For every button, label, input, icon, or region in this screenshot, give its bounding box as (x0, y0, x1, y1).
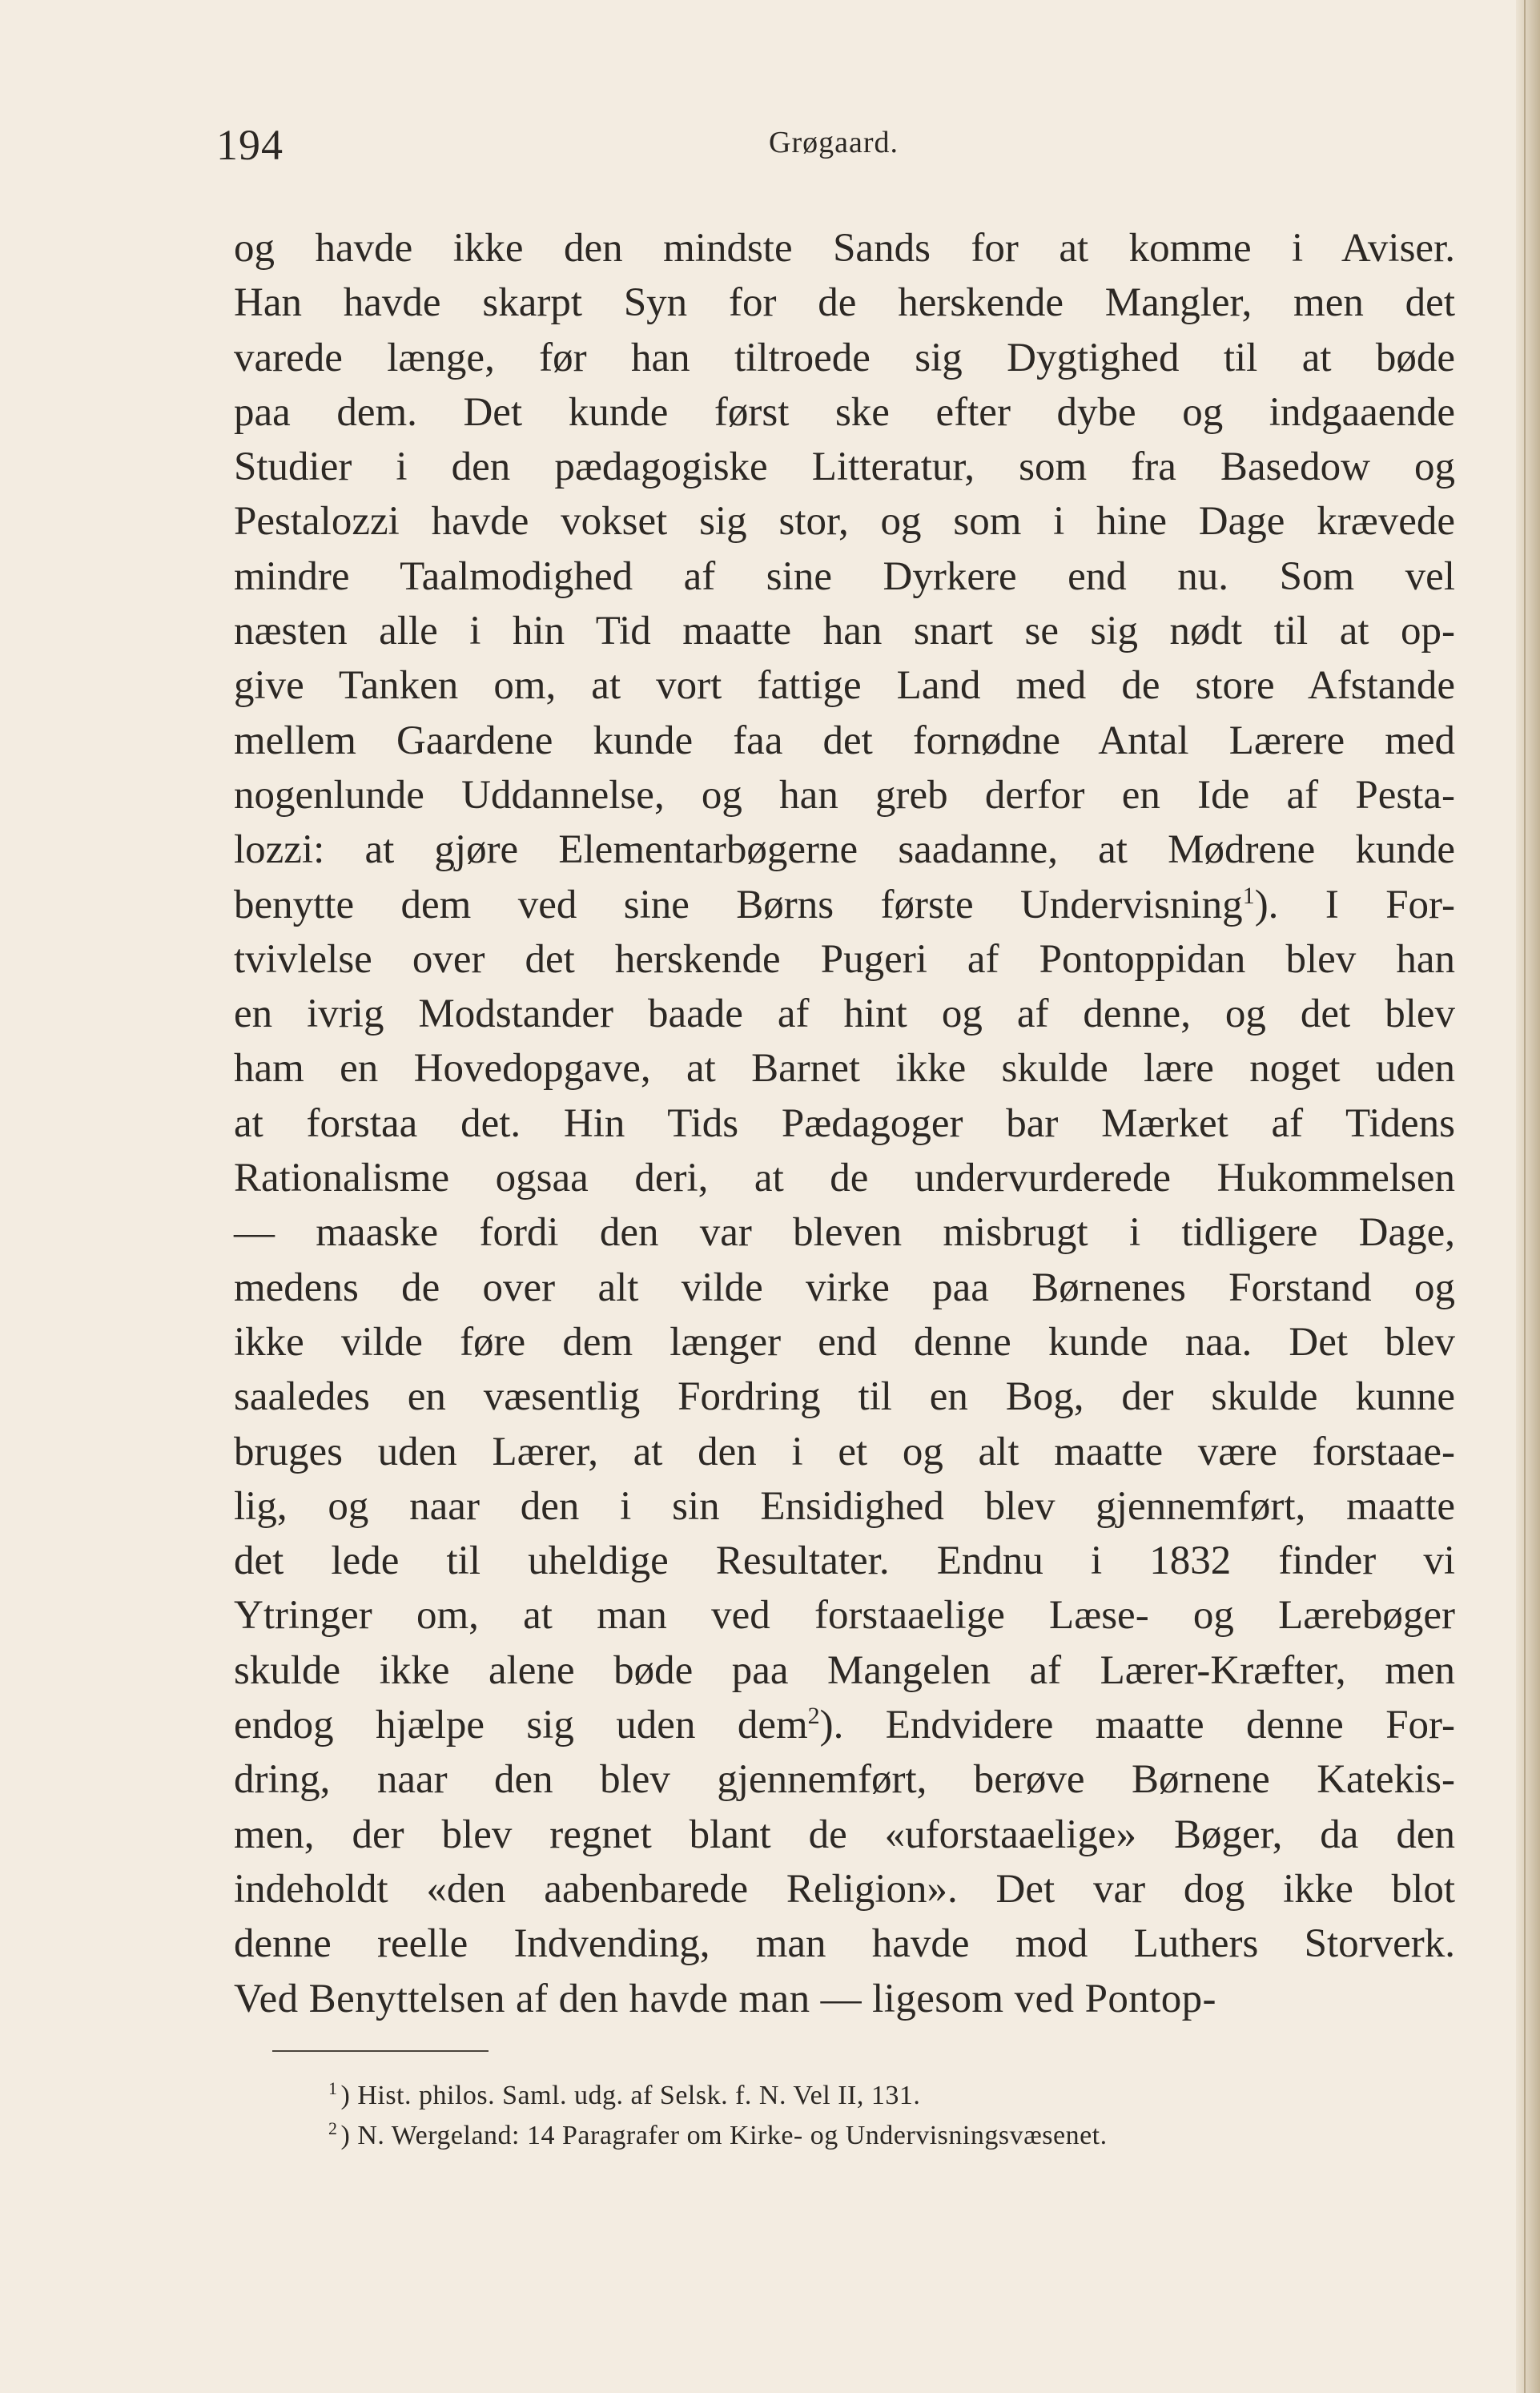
text-line: give Tanken om, at vort fattige Land med de store Afstande (234, 663, 1455, 709)
text-line: en ivrig Modstander baade af hint og af denne, og det blev (234, 991, 1455, 1037)
text-line: lig, og naar den i sin Ensidighed blev gjennemført, maatte (234, 1483, 1455, 1529)
line-text: benytte dem ved sine Børns første Undervisning (234, 882, 1243, 927)
text-line: og havde ikke den mindste Sands for at komme i Aviser. (234, 226, 1455, 271)
text-line: mindre Taalmodighed af sine Dyrkere end nu. Som vel (234, 553, 1455, 599)
line-text: endog hjælpe sig uden dem (234, 1703, 808, 1748)
text-line: indeholdt «den aabenbarede Religion». Det var dog ikke blot (234, 1866, 1455, 1912)
text-line: Pestalozzi havde vokset sig stor, og som i hine Dage krævede (234, 499, 1455, 545)
text-line: nogenlunde Uddannelse, og han greb derfor en Ide af Pesta- (234, 772, 1455, 818)
text-line: ham en Hovedopgave, at Barnet ikke skulde lære noget uden (234, 1046, 1455, 1092)
text-line: men, der blev regnet blant de «uforstaaelige» Bøger, da den (234, 1812, 1455, 1857)
line-text: ). I For- (1254, 882, 1456, 927)
line-text: ). Endvidere maatte denne For- (819, 1703, 1455, 1748)
text-line: varede længe, før han tiltroede sig Dygtighed til at bøde (234, 335, 1455, 380)
footnote-1 (328, 2076, 1450, 2116)
text-line: paa dem. Det kunde først ske efter dybe og indgaaende (234, 389, 1455, 435)
footnote-ref-2: 2 (807, 1703, 820, 1730)
text-line: denne reelle Indvending, man havde mod Luthers Storverk. (234, 1921, 1455, 1967)
body-text (234, 221, 1455, 2026)
text-line: Ytringer om, at man ved forstaaelige Læse- og Lærebøger (234, 1593, 1455, 1639)
running-head: Grøgaard. (769, 126, 899, 159)
footnotes (328, 2076, 1450, 2156)
text-line: saaledes en væsentlig Fordring til en Bog, der skulde kunne (234, 1374, 1455, 1420)
text-line: — maaske fordi den var bleven misbrugt i tidligere Dage, (234, 1210, 1455, 1256)
text-line: lozzi: at gjøre Elementarbøgerne saadanne, at Mødrene kunde (234, 827, 1455, 873)
page-number: 194 (216, 121, 283, 169)
text-line: ikke vilde føre dem længer end denne kunde naa. Det blev (234, 1319, 1455, 1365)
text-line: Rationalisme ogsaa deri, at de undervurderede Hukommelsen (234, 1156, 1455, 1201)
footnote-mark: 2 (328, 2118, 338, 2138)
text-line-with-footnote-ref (234, 1698, 1455, 1752)
page-edge (1516, 0, 1540, 2393)
text-line: Studier i den pædagogiske Litteratur, som fra Basedow og (234, 444, 1455, 490)
text-line: skulde ikke alene bøde paa Mangelen af Lærer-Kræfter, men (234, 1647, 1455, 1693)
text-line: det lede til uheldige Resultater. Endnu i 1832 finder vi (234, 1538, 1455, 1584)
text-line: mellem Gaardene kunde faa det fornødne Antal Lærere med (234, 718, 1455, 763)
text-line: medens de over alt vilde virke paa Børnenes Forstand og (234, 1265, 1455, 1310)
text-line: tvivlelse over det herskende Pugeri af Pontoppidan blev han (234, 936, 1455, 982)
footnote-ref-1: 1 (1242, 882, 1255, 909)
text-line: næsten alle i hin Tid maatte han snart se sig nødt til at op- (234, 609, 1455, 654)
footnote-rule (272, 2050, 489, 2052)
text-line: bruges uden Lærer, at den i et og alt maatte være forstaae- (234, 1429, 1455, 1474)
text-line: at forstaa det. Hin Tids Pædagoger bar Mærket af Tidens (234, 1100, 1455, 1146)
footnote-mark: 1 (328, 2077, 338, 2098)
text-line: Ved Benyttelsen af den havde man — ligesom ved Pontop- (234, 1976, 1216, 2021)
footnote-2 (328, 2116, 1450, 2156)
text-line: dring, naar den blev gjennemført, berøve Børnene Katekis- (234, 1757, 1455, 1803)
footnote-text: ) N. Wergeland: 14 Paragrafer om Kirke- og Undervisningsvæsenet. (340, 2121, 1108, 2150)
page-header (216, 120, 1450, 184)
text-line: Han havde skarpt Syn for de herskende Mangler, men det (234, 280, 1455, 326)
text-line-with-footnote-ref (234, 878, 1455, 932)
footnote-text: ) Hist. philos. Saml. udg. af Selsk. f. N. Vel II, 131. (340, 2081, 921, 2110)
